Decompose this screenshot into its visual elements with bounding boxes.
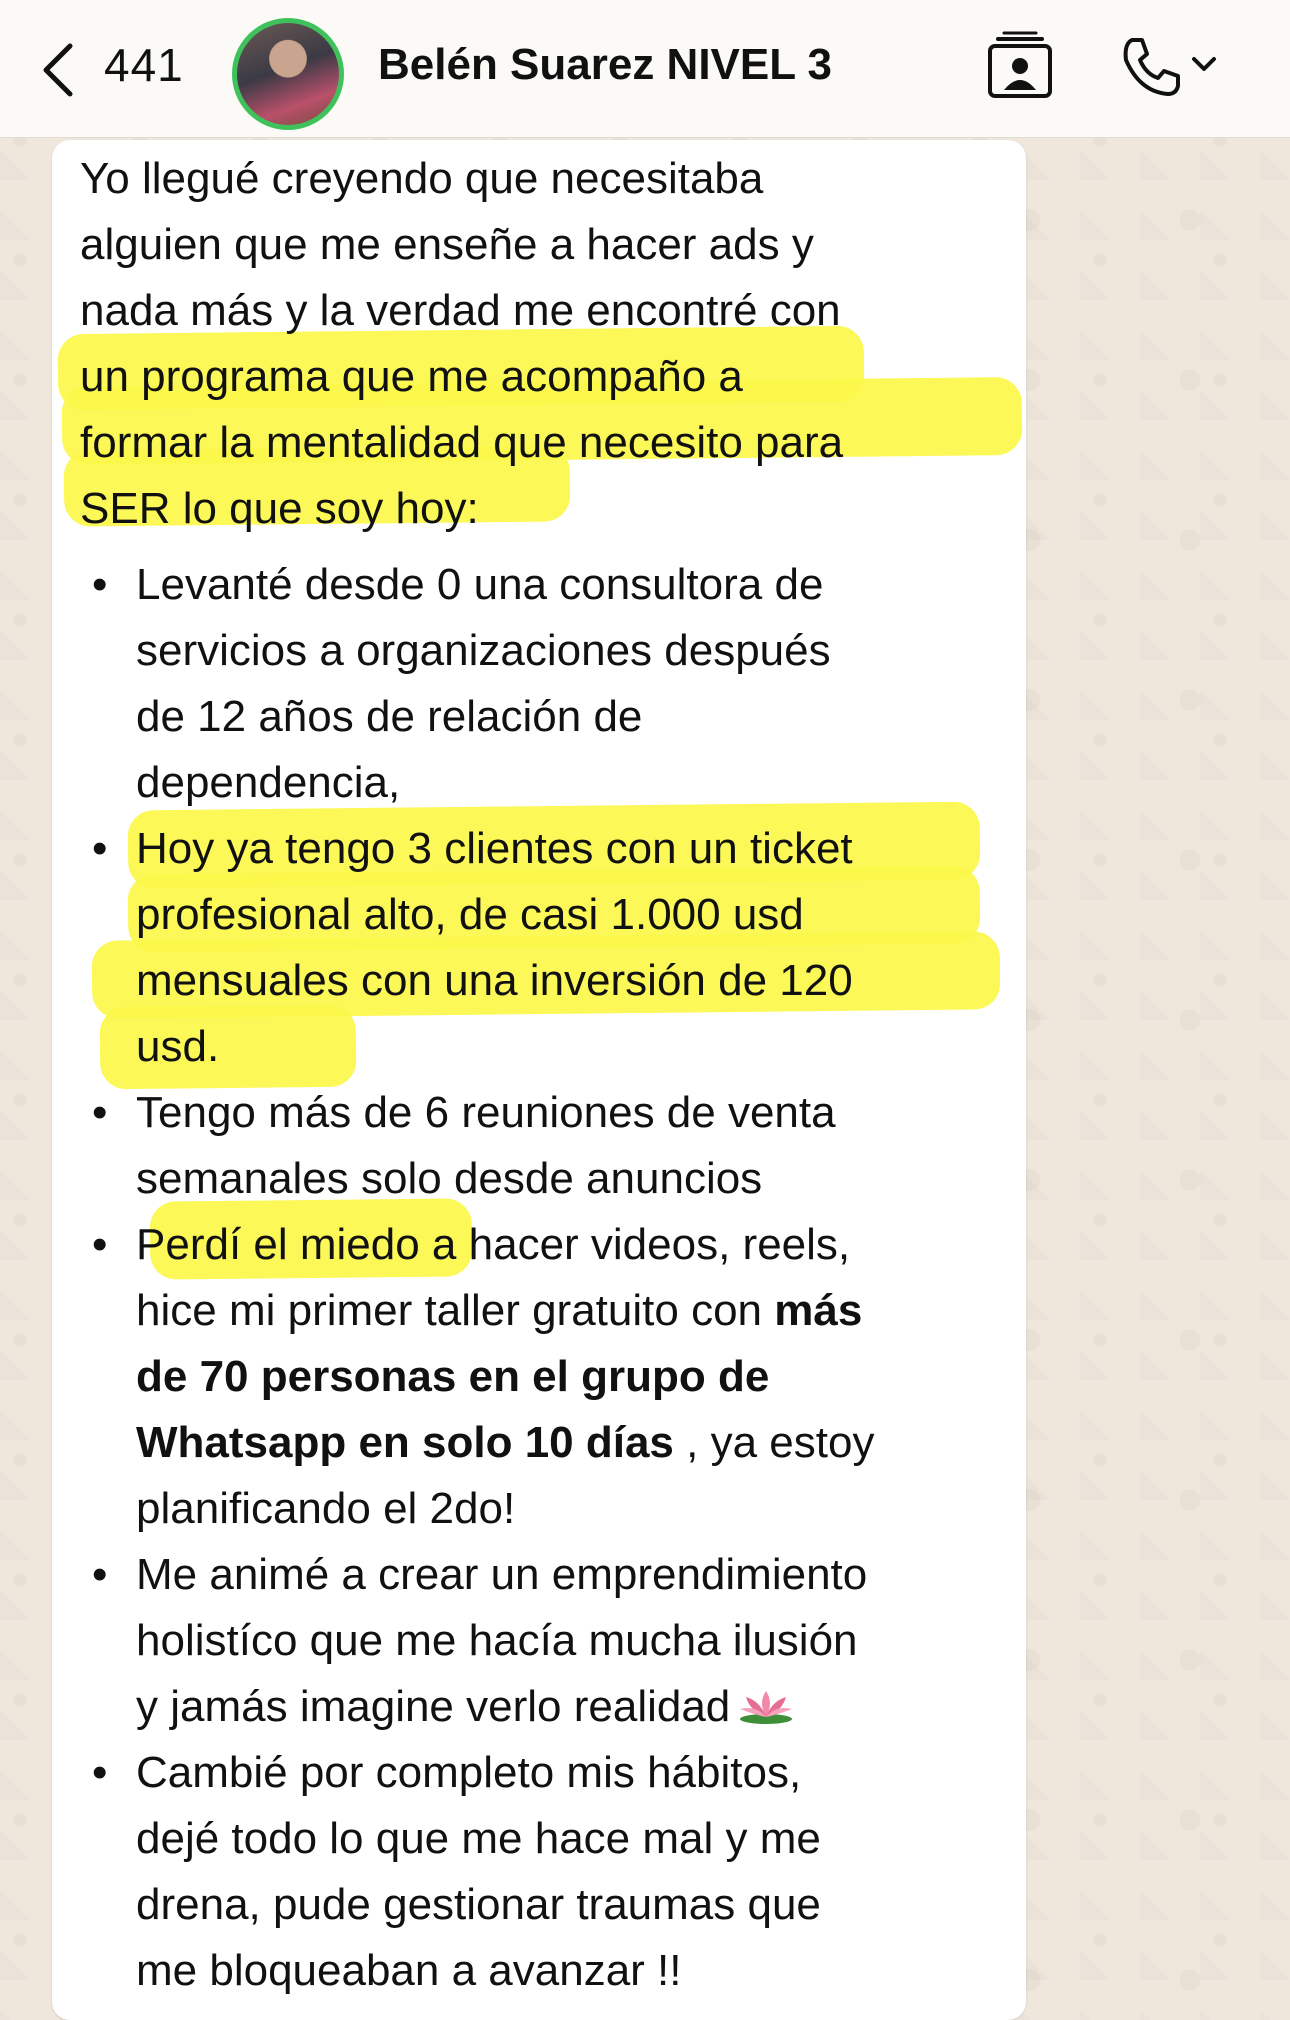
list-item-line: Cambié por completo mis hábitos,	[136, 1748, 802, 1797]
intro-line: Yo llegué creyendo que necesitaba	[80, 154, 764, 203]
list-item-line	[136, 1410, 1020, 1476]
bullet: •	[92, 560, 108, 609]
list-item	[80, 1212, 1020, 1542]
achievement-list	[80, 552, 1020, 2004]
list-item	[80, 1740, 1020, 2004]
intro-line: nada más y la verdad me encontré con	[80, 286, 841, 335]
message-text	[80, 146, 1020, 2004]
list-item-line	[136, 1344, 1020, 1410]
bold-text: Whatsapp en solo 10 días	[136, 1418, 674, 1467]
list-item-line: Hoy ya tengo 3 clientes con un ticket	[136, 824, 853, 873]
chat-header	[0, 0, 1290, 138]
list-item-text: y jamás imagine verlo realidad	[136, 1682, 731, 1731]
bullet: •	[92, 1220, 108, 1269]
contact-name[interactable]: Belén Suarez NIVEL 3	[378, 40, 833, 89]
bullet: •	[92, 824, 108, 873]
list-item	[80, 816, 1020, 1080]
list-item	[80, 552, 1020, 816]
bold-text: de 70 personas en el grupo de	[136, 1352, 770, 1401]
list-item-line: profesional alto, de casi 1.000 usd	[136, 890, 804, 939]
list-item	[80, 1542, 1020, 1740]
intro-line: alguien que me enseñe a hacer ads y	[80, 220, 814, 269]
bullet: •	[92, 1550, 108, 1599]
bullet: •	[92, 1748, 108, 1797]
chevron-down-icon[interactable]	[1188, 52, 1220, 78]
chevron-left-icon[interactable]	[38, 42, 78, 98]
list-item-line: mensuales con una inversión de 120	[136, 956, 853, 1005]
list-item-line: Me animé a crear un emprendimiento	[136, 1550, 868, 1599]
list-item-line: dependencia,	[136, 758, 401, 807]
list-item-line: Perdí el miedo a hacer videos, reels,	[136, 1220, 851, 1269]
list-item-line: de 12 años de relación de	[136, 692, 643, 741]
list-item-line: usd.	[136, 1022, 220, 1071]
list-item-line: planificando el 2do!	[136, 1484, 516, 1533]
list-item-line: drena, pude gestionar traumas que	[136, 1880, 821, 1929]
intro-line: SER lo que soy hoy:	[80, 484, 479, 533]
list-item-line: dejé todo lo que me hace mal y me	[136, 1814, 821, 1863]
intro-line: un programa que me acompaño a	[80, 352, 743, 401]
bold-text: más	[774, 1286, 863, 1335]
list-item-line	[136, 1674, 1020, 1740]
list-item-line: semanales solo desde anuncios	[136, 1154, 763, 1203]
unread-count[interactable]: 441	[104, 39, 184, 91]
list-item-line: me bloqueaban a avanzar !!	[136, 1946, 682, 1995]
list-item-line: Levanté desde 0 una consultora de	[136, 560, 824, 609]
phone-icon[interactable]	[1118, 34, 1184, 100]
list-item-line: Tengo más de 6 reuniones de venta	[136, 1088, 836, 1137]
bullet: •	[92, 1088, 108, 1137]
list-item-line: holistíco que me hacía mucha ilusión	[136, 1616, 858, 1665]
list-item-line: servicios a organizaciones después	[136, 626, 831, 675]
avatar[interactable]	[232, 18, 344, 130]
intro-line: formar la mentalidad que necesito para	[80, 418, 844, 467]
list-item-line	[136, 1278, 1020, 1344]
list-item-text: , ya estoy	[673, 1418, 875, 1467]
list-item	[80, 1080, 1020, 1212]
contact-card-icon[interactable]	[984, 30, 1056, 102]
list-item-text: hice mi primer taller gratuito con	[136, 1286, 775, 1335]
lotus-icon	[736, 1685, 796, 1725]
